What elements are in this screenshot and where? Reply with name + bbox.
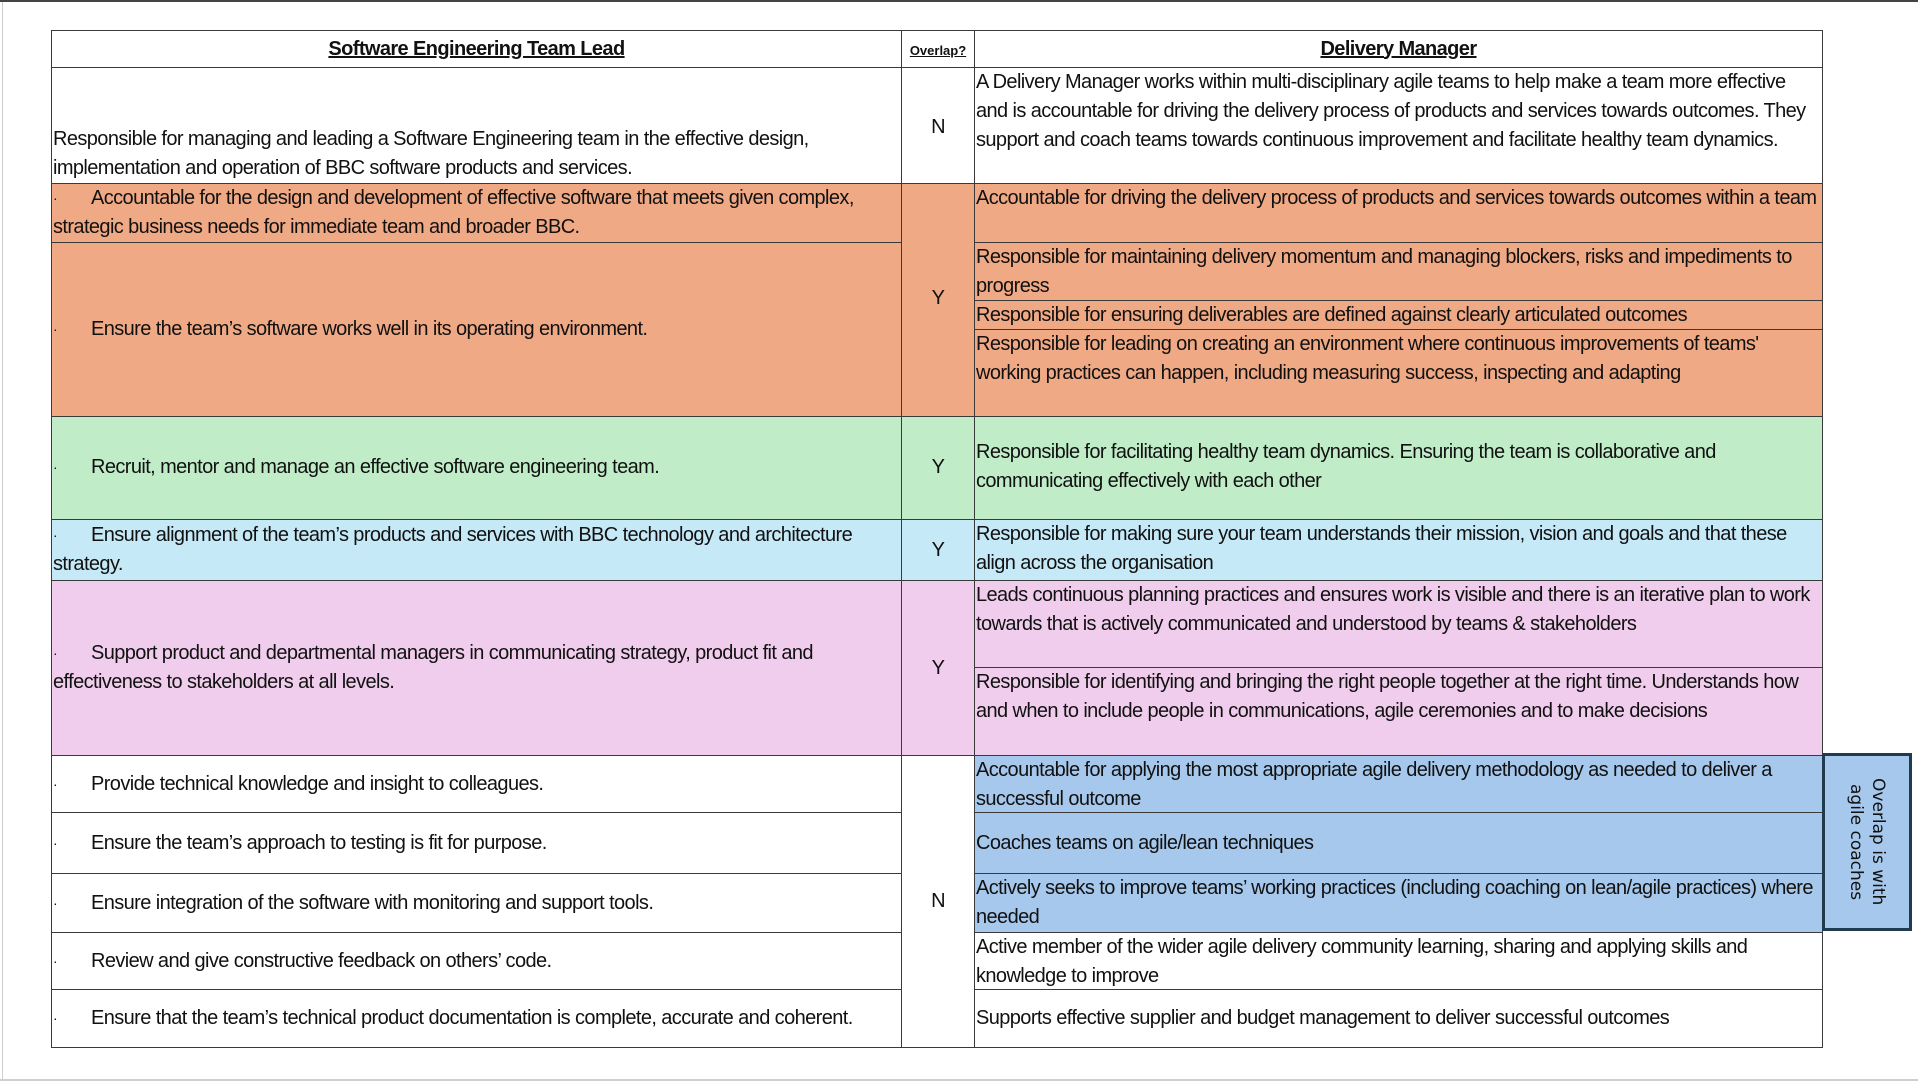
blue-left-cell: · Ensure alignment of the team’s products and services with BBC technology and architecture strategy. (51, 519, 902, 581)
none-right-cell-2: Coaches teams on agile/lean techniques (974, 812, 1823, 874)
agile-coaches-callout-text: Overlap is with agile coaches (1846, 778, 1888, 906)
intro-overlap-cell: N (901, 67, 975, 184)
window-left-edge (2, 2, 3, 1080)
pink-left-cell: · Support product and departmental managers in communicating strategy, product fit and effectiveness to stakeholders at all levels. (51, 580, 902, 756)
none-left-cell-2: · Ensure the team’s approach to testing is fit for purpose. (51, 812, 902, 874)
none-left-cell-5: · Ensure that the team’s technical product documentation is complete, accurate and coherent. (51, 989, 902, 1048)
none-overlap-cell: N (901, 755, 975, 1048)
none-right-cell-5: Supports effective supplier and budget management to deliver successful outcomes (974, 989, 1823, 1048)
agile-coaches-callout (1822, 753, 1912, 931)
none-left-cell-3: · Ensure integration of the software with monitoring and support tools. (51, 873, 902, 933)
none-right-cell-4: Active member of the wider agile delivery community learning, sharing and applying skills and knowledge to improve (974, 932, 1823, 990)
green-left-cell: · Recruit, mentor and manage an effective software engineering team. (51, 416, 902, 520)
intro-left-cell: Responsible for managing and leading a Software Engineering team in the effective design, implementation and operation of BBC software products and services. (51, 67, 902, 184)
none-right-cell-3: Actively seeks to improve teams’ working practices (including coaching on lean/agile practices) where needed (974, 873, 1823, 933)
pink-right-cell-1: Leads continuous planning practices and ensures work is visible and there is an iterative plan to work towards that is actively communicated and understood by teams & stakeholders (974, 580, 1823, 668)
header-overlap: Overlap? (901, 30, 975, 68)
orange-right-cell-3: Responsible for ensuring deliverables are defined against clearly articulated outcomes (974, 300, 1823, 330)
pink-overlap-cell: Y (901, 580, 975, 756)
orange-right-cell-1: Accountable for driving the delivery process of products and services towards outcomes within a team (974, 183, 1823, 243)
window-bottom-edge (0, 1079, 1918, 1081)
orange-left-cell-2: · Ensure the team’s software works well in its operating environment. (51, 242, 902, 417)
none-right-cell-1: Accountable for applying the most appropriate agile delivery methodology as needed to deliver a successful outcome (974, 755, 1823, 813)
header-software-engineering-team-lead: Software Engineering Team Lead (51, 30, 902, 68)
orange-right-cell-4: Responsible for leading on creating an environment where continuous improvements of teams' working practices can happen, including measuring success, inspecting and adapting (974, 329, 1823, 417)
green-overlap-cell: Y (901, 416, 975, 520)
intro-right-cell: A Delivery Manager works within multi-disciplinary agile teams to help make a team more effective and is accountable for driving the delivery process of products and services towards outcomes. They support and coach teams towards continuous improvement and facilitate healthy team dynamics. (974, 67, 1823, 184)
header-delivery-manager: Delivery Manager (974, 30, 1823, 68)
orange-overlap-cell: Y (901, 183, 975, 417)
window-top-border (0, 0, 1918, 2)
blue-overlap-cell: Y (901, 519, 975, 581)
orange-right-cell-2: Responsible for maintaining delivery momentum and managing blockers, risks and impediments to progress (974, 242, 1823, 301)
orange-left-cell-1: · Accountable for the design and development of effective software that meets given complex, strategic business needs for immediate team and broader BBC. (51, 183, 902, 243)
none-left-cell-4: · Review and give constructive feedback on others’ code. (51, 932, 902, 990)
green-right-cell: Responsible for facilitating healthy team dynamics. Ensuring the team is collaborative and communicating effectively with each other (974, 416, 1823, 520)
blue-right-cell: Responsible for making sure your team understands their mission, vision and goals and that these align across the organisation (974, 519, 1823, 581)
pink-right-cell-2: Responsible for identifying and bringing the right people together at the right time. Understands how and when to include people in communications, agile ceremonies and to make decisions (974, 667, 1823, 756)
none-left-cell-1: · Provide technical knowledge and insight to colleagues. (51, 755, 902, 813)
